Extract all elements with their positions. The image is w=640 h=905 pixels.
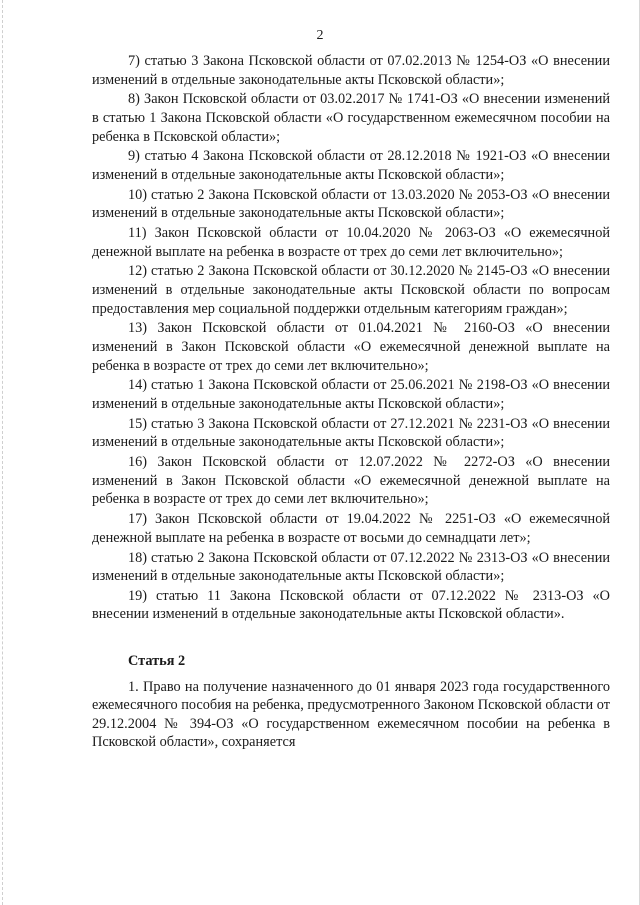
scan-edge-line — [2, 0, 4, 905]
list-item: 18) статью 2 Закона Псковской области от 07.12.2022 № 2313-ОЗ «О внесении изменений в отдельные законодательные акты Псковской области»; — [92, 549, 610, 585]
page-number: 2 — [316, 28, 324, 43]
list-item: 14) статью 1 Закона Псковской области от 25.06.2021 № 2198-ОЗ «О внесении изменений в отдельные законодательные акты Псковской области»; — [92, 377, 610, 412]
list-item: 13) Закон Псковской области от 01.04.2021 № 2160-ОЗ «О внесении изменений в Закон Псковской области «О ежемесячной денежной выплате на ребенка в возрасте от трех до семи лет включительно»; — [92, 320, 610, 374]
article-paragraph: 1. Право на получение назначенного до 01 января 2023 года государственного ежемесячного пособия на ребенка, предусмотренного Законом Псковской области от 29.12.2004 № 394-ОЗ «О государственном ежемесячном пособии на ребенка в Псковской области», сохраняется — [92, 678, 610, 751]
list-item: 12) статью 2 Закона Псковской области от 30.12.2020 № 2145-ОЗ «О внесении изменений в отдельные законодательные акты Псковской области по вопросам предоставления мер социальной поддержки отдельным категориям граждан»; — [92, 263, 610, 317]
list-item: 16) Закон Псковской области от 12.07.2022 № 2272-ОЗ «О внесении изменений в Закон Псковской области «О ежемесячной денежной выплате на ребенка в возрасте от трех до семи лет включительно»; — [92, 454, 610, 508]
list-item: 11) Закон Псковской области от 10.04.2020 № 2063-ОЗ «О ежемесячной денежной выплате на ребенка в возрасте от трех до семи лет включительно»; — [92, 225, 610, 260]
document-body — [92, 52, 610, 752]
list-item: 19) статью 11 Закона Псковской области от 07.12.2022 № 2313-ОЗ «О внесении изменений в отдельные законодательные акты Псковской области». — [92, 587, 610, 623]
article-heading: Статья 2 — [128, 653, 186, 670]
list-item: 7) статью 3 Закона Псковской области от 07.02.2013 № 1254-ОЗ «О внесении изменений в отдельные законодательные акты Псковской области»; — [92, 53, 610, 88]
list-item: 8) Закон Псковской области от 03.02.2017 № 1741-ОЗ «О внесении изменений в статью 1 Закона Псковской области «О государственном ежемесячном пособии на ребенка в Псковской области»; — [92, 91, 610, 145]
list-item: 17) Закон Псковской области от 19.04.2022 № 2251-ОЗ «О ежемесячной денежной выплате на ребенка в возрасте от восьми до семнадцати лет»; — [92, 511, 610, 546]
list-item: 9) статью 4 Закона Псковской области от 28.12.2018 № 1921-ОЗ «О внесении изменений в отдельные законодательные акты Псковской области»; — [92, 148, 610, 183]
list-item: 10) статью 2 Закона Псковской области от 13.03.2020 № 2053-ОЗ «О внесении изменений в отдельные законодательные акты Псковской области»; — [92, 186, 610, 222]
list-item: 15) статью 3 Закона Псковской области от 27.12.2021 № 2231-ОЗ «О внесении изменений в отдельные законодательные акты Псковской области»; — [92, 415, 610, 451]
